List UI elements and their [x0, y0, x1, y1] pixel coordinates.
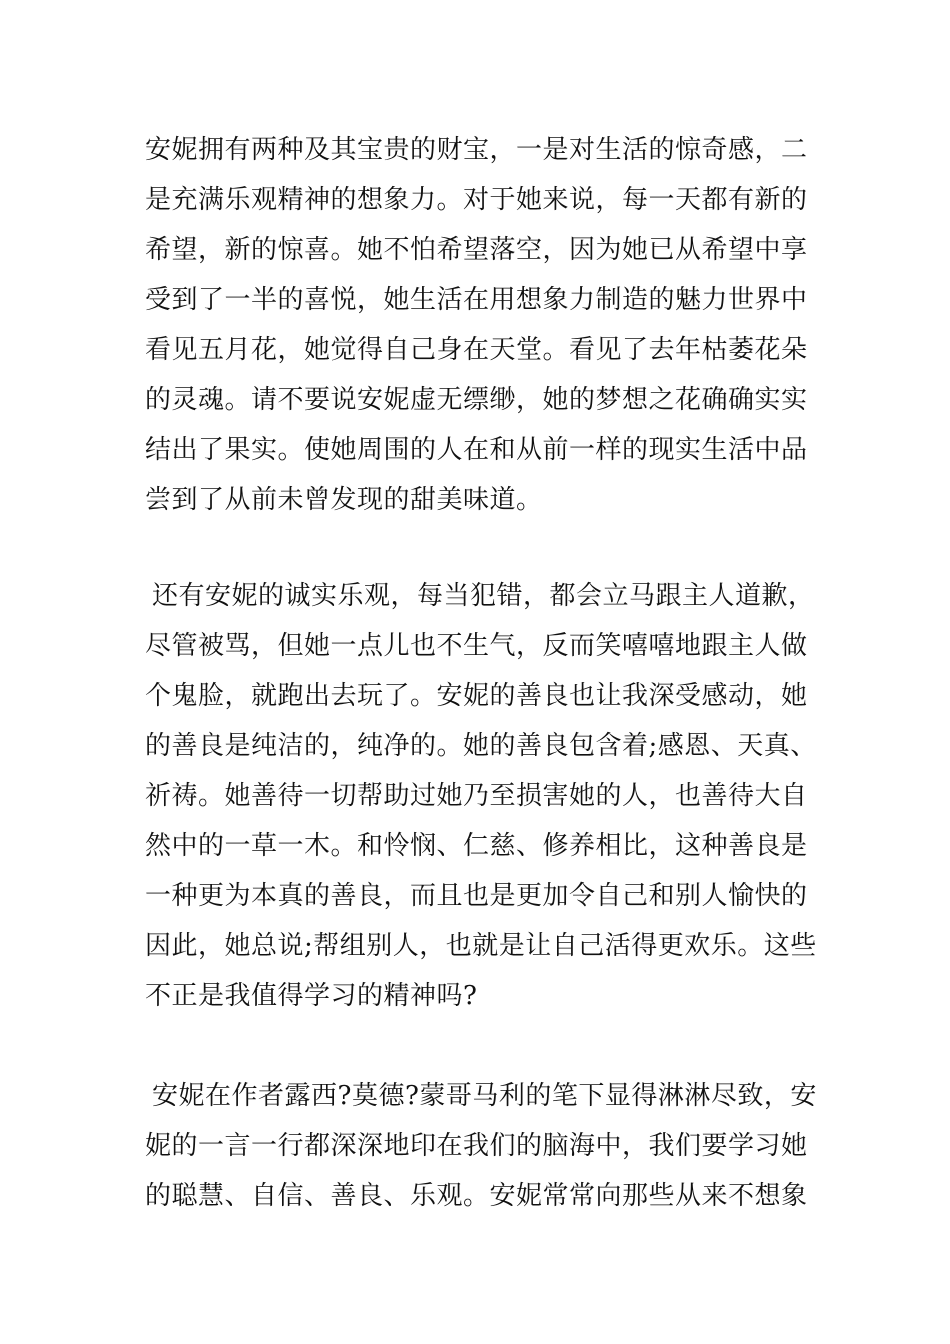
text-line: 看见五月花，她觉得自己身在天堂。看见了去年枯萎花朵 — [145, 335, 808, 365]
text-line: 妮的一言一行都深深地印在我们的脑海中，我们要学习她 — [145, 1131, 808, 1161]
text-line: 的灵魂。请不要说安妮虚无缥缈，她的梦想之花确确实实 — [145, 385, 808, 415]
text-line: 安妮拥有两种及其宝贵的财宝，一是对生活的惊奇感，二 — [145, 135, 808, 165]
text-line: 受到了一半的喜悦，她生活在用想象力制造的魅力世界中 — [145, 285, 808, 315]
text-line: 的善良是纯洁的，纯净的。她的善良包含着;感恩、天真、 — [145, 731, 817, 761]
text-line: 安妮在作者露西?莫德?蒙哥马利的笔下显得淋淋尽致，安 — [152, 1081, 817, 1111]
text-line: 还有安妮的诚实乐观，每当犯错，都会立马跟主人道歉， — [152, 581, 815, 611]
text-line: 是充满乐观精神的想象力。对于她来说，每一天都有新的 — [145, 185, 808, 215]
text-line: 个鬼脸，就跑出去玩了。安妮的善良也让我深受感动，她 — [145, 681, 808, 711]
text-line: 结出了果实。使她周围的人在和从前一样的现实生活中品 — [145, 435, 808, 465]
text-line: 然中的一草一木。和怜悯、仁慈、修养相比，这种善良是 — [145, 831, 808, 861]
text-line: 不正是我值得学习的精神吗? — [145, 981, 478, 1011]
text-line: 尝到了从前未曾发现的甜美味道。 — [145, 485, 543, 515]
text-line: 因此，她总说;帮组别人，也就是让自己活得更欢乐。这些 — [145, 931, 817, 961]
text-line: 的聪慧、自信、善良、乐观。安妮常常向那些从来不想象 — [145, 1181, 808, 1211]
text-line: 尽管被骂，但她一点儿也不生气，反而笑嘻嘻地跟主人做 — [145, 631, 808, 661]
text-line: 希望，新的惊喜。她不怕希望落空，因为她已从希望中享 — [145, 235, 808, 265]
text-line: 一种更为本真的善良，而且也是更加令自己和别人愉快的 — [145, 881, 808, 911]
text-line: 祈祷。她善待一切帮助过她乃至损害她的人，也善待大自 — [145, 781, 808, 811]
